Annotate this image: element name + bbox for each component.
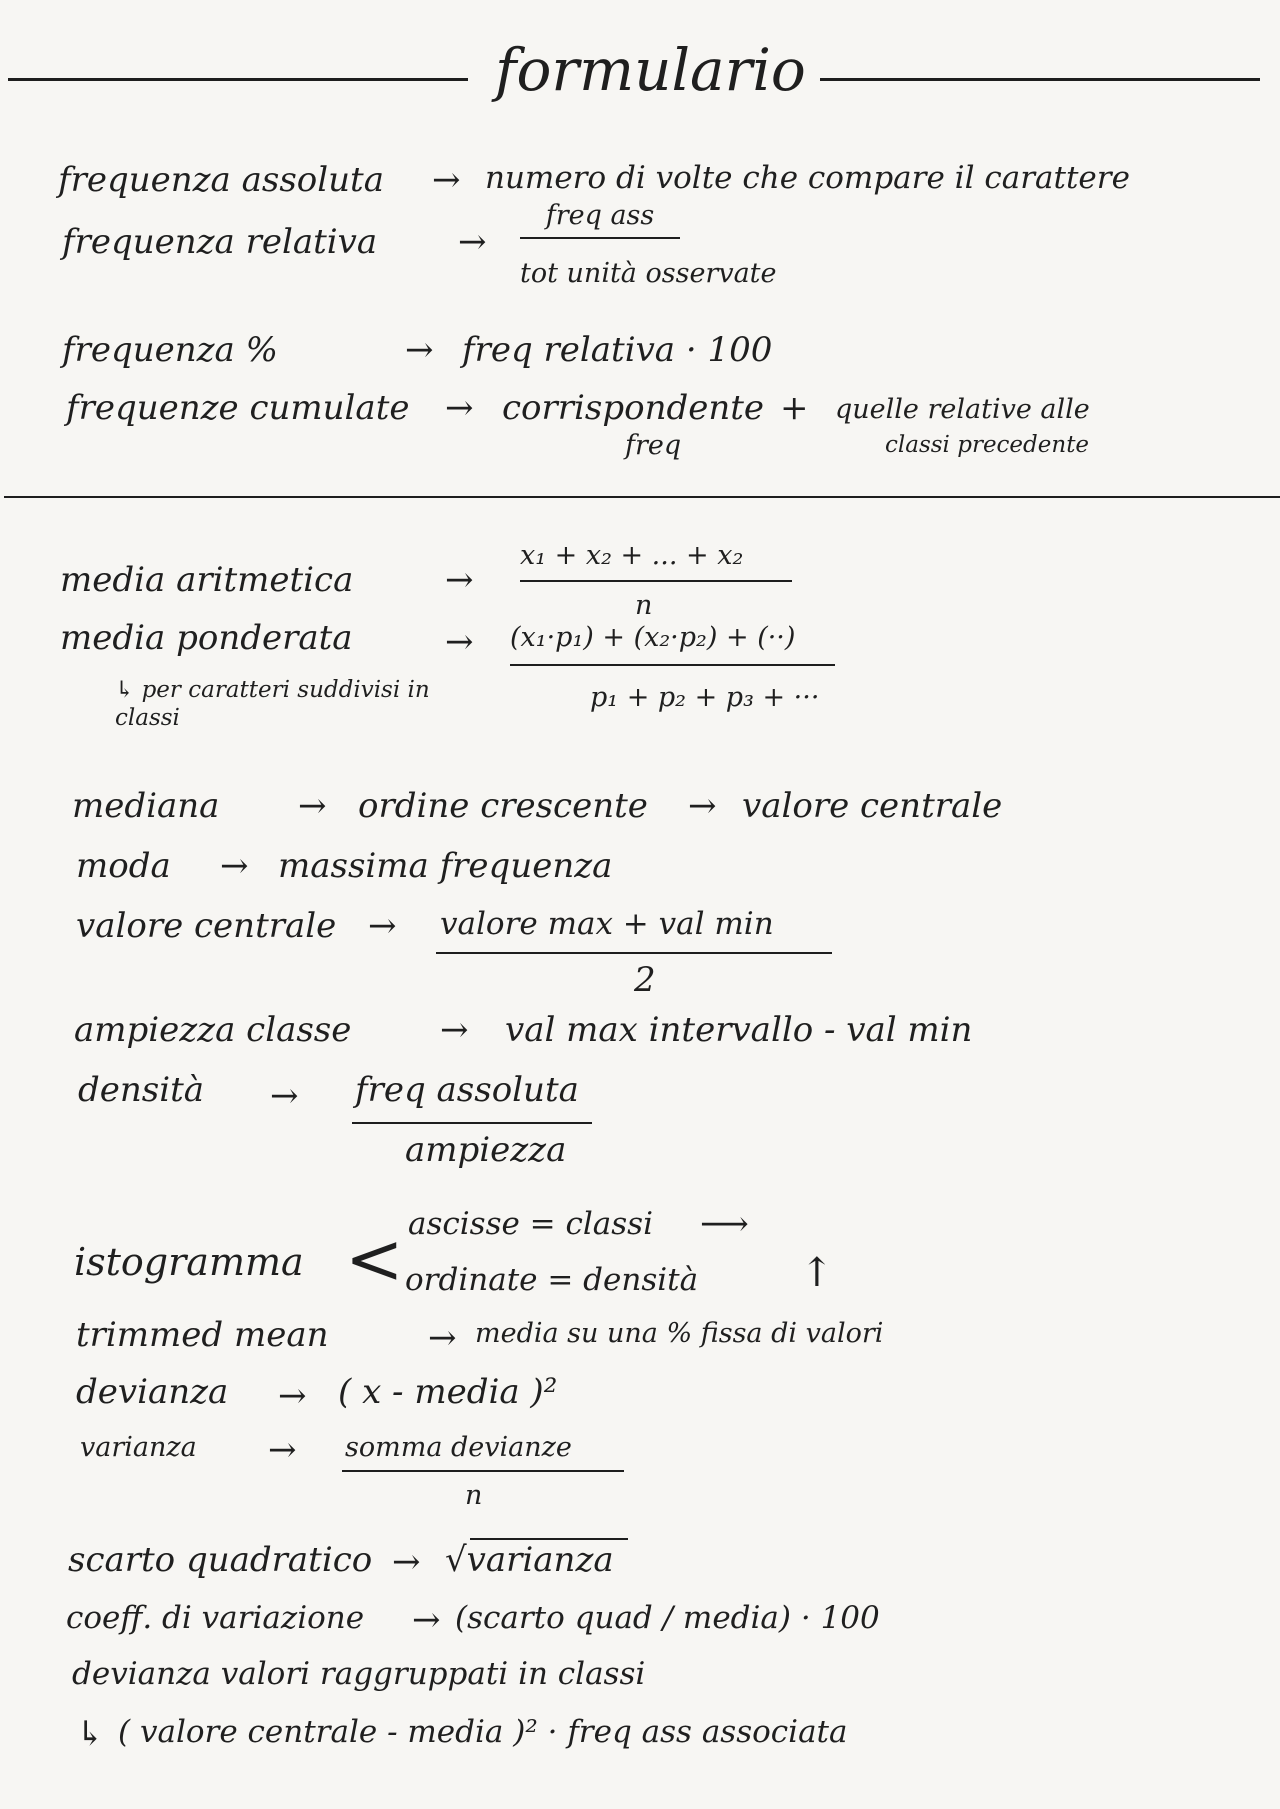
- freq-relativa-num: freq ass: [545, 200, 655, 231]
- section-divider: [4, 496, 1280, 498]
- arrow-icon: →: [428, 1318, 457, 1358]
- devianza-classi-formula: ( valore centrale - media )² · freq ass associata: [118, 1714, 848, 1750]
- fraction-bar: [520, 237, 680, 239]
- istogramma-line1-arrow: ⟶: [700, 1204, 749, 1244]
- plus-sign: +: [780, 388, 809, 428]
- media-aritmetica-num: x₁ + x₂ + ... + x₂: [520, 540, 744, 571]
- coeff-def: (scarto quad / media) · 100: [455, 1600, 880, 1636]
- arrow-icon: →: [220, 846, 249, 886]
- arrow-icon: →: [445, 560, 474, 600]
- devianza-def: ( x - media )²: [338, 1372, 558, 1412]
- freq-cumulate-def2-sub: classi precedente: [885, 432, 1090, 458]
- freq-relativa-den: tot unità osservate: [520, 258, 777, 289]
- arrow-icon: →: [445, 622, 474, 662]
- densita-term: densità: [78, 1070, 205, 1110]
- arrow-icon: →: [298, 786, 327, 826]
- fraction-bar: [520, 580, 792, 582]
- arrow-icon: →: [268, 1430, 297, 1470]
- arrow-icon: →: [270, 1076, 299, 1116]
- trimmed-mean-def: media su una % fissa di valori: [475, 1318, 884, 1349]
- densita-num: freq assoluta: [355, 1070, 579, 1110]
- fraction-bar: [436, 952, 832, 954]
- istogramma-line2-arrow: ↑: [800, 1250, 834, 1296]
- devianza-classi-term: devianza valori raggruppati in classi: [72, 1656, 646, 1692]
- arrow-icon: →: [445, 388, 474, 428]
- moda-def: massima frequenza: [278, 846, 613, 886]
- arrow-icon: →: [458, 222, 487, 262]
- coeff-term: coeff. di variazione: [66, 1600, 365, 1636]
- media-ponderata-note: ↳ per caratteri suddivisi in classi: [115, 677, 430, 731]
- arrow-icon: →: [405, 330, 434, 370]
- mediana-term: mediana: [72, 786, 220, 826]
- title-rule-left: [8, 78, 468, 81]
- scarto-term: scarto quadratico: [68, 1540, 373, 1580]
- ampiezza-classe-def: val max intervallo - val min: [505, 1010, 973, 1050]
- fraction-bar: [510, 664, 835, 666]
- media-aritmetica-term: media aritmetica: [60, 560, 354, 600]
- valore-centrale-term: valore centrale: [76, 906, 337, 946]
- arrow-icon: →: [440, 1010, 469, 1050]
- title-rule-right: [820, 78, 1260, 81]
- istogramma-line1: ascisse = classi: [408, 1206, 654, 1242]
- arrow-icon: →: [432, 160, 461, 200]
- varianza-term: varianza: [80, 1432, 197, 1463]
- bracket-icon: <: [345, 1218, 404, 1300]
- arrow-icon: →: [412, 1600, 441, 1640]
- arrow-icon: →: [392, 1542, 421, 1582]
- densita-den: ampiezza: [405, 1130, 567, 1170]
- varianza-num: somma devianze: [345, 1432, 572, 1463]
- scarto-def: √varianza: [445, 1540, 614, 1580]
- fraction-bar: [352, 1122, 592, 1124]
- media-aritmetica-den: n: [635, 590, 653, 621]
- media-ponderata-num: (x₁·p₁) + (x₂·p₂) + (··): [510, 622, 796, 653]
- freq-relativa-fraction: [520, 200, 680, 245]
- arrow-icon: →: [688, 786, 717, 826]
- arrow-icon: →: [368, 906, 397, 946]
- media-ponderata-term: media ponderata: [60, 618, 353, 658]
- mediana-def: ordine crescente: [358, 786, 648, 826]
- freq-relativa-term: frequenza relativa: [62, 222, 378, 262]
- istogramma-term: istogramma: [74, 1240, 304, 1284]
- freq-percentuale-def: freq relativa · 100: [462, 330, 773, 370]
- freq-cumulate-term: frequenze cumulate: [66, 388, 410, 428]
- mediana-def2: valore centrale: [742, 786, 1003, 826]
- media-ponderata-den: p₁ + p₂ + p₃ + ···: [590, 682, 820, 713]
- sqrt-bar: [470, 1538, 628, 1540]
- valore-centrale-num: valore max + val min: [440, 906, 774, 942]
- istogramma-line2: ordinate = densità: [405, 1262, 699, 1298]
- freq-assoluta-term: frequenza assoluta: [58, 160, 384, 200]
- trimmed-mean-term: trimmed mean: [76, 1315, 329, 1355]
- valore-centrale-den: 2: [634, 960, 656, 1000]
- freq-assoluta-def: numero di volte che compare il carattere: [485, 160, 1130, 196]
- freq-cumulate-def2: quelle relative alle: [835, 394, 1090, 425]
- varianza-den: n: [465, 1480, 483, 1511]
- arrow-icon: →: [278, 1376, 307, 1416]
- freq-cumulate-def: corrispondente: [502, 388, 765, 428]
- freq-percentuale-term: frequenza %: [62, 330, 278, 370]
- ampiezza-classe-term: ampiezza classe: [74, 1010, 352, 1050]
- devianza-term: devianza: [76, 1372, 229, 1412]
- moda-term: moda: [76, 846, 171, 886]
- freq-cumulate-def-sub: freq: [625, 430, 682, 461]
- page-title: formulario: [495, 36, 806, 104]
- devianza-classi-arrow: ↳: [76, 1714, 105, 1754]
- fraction-bar: [342, 1470, 624, 1472]
